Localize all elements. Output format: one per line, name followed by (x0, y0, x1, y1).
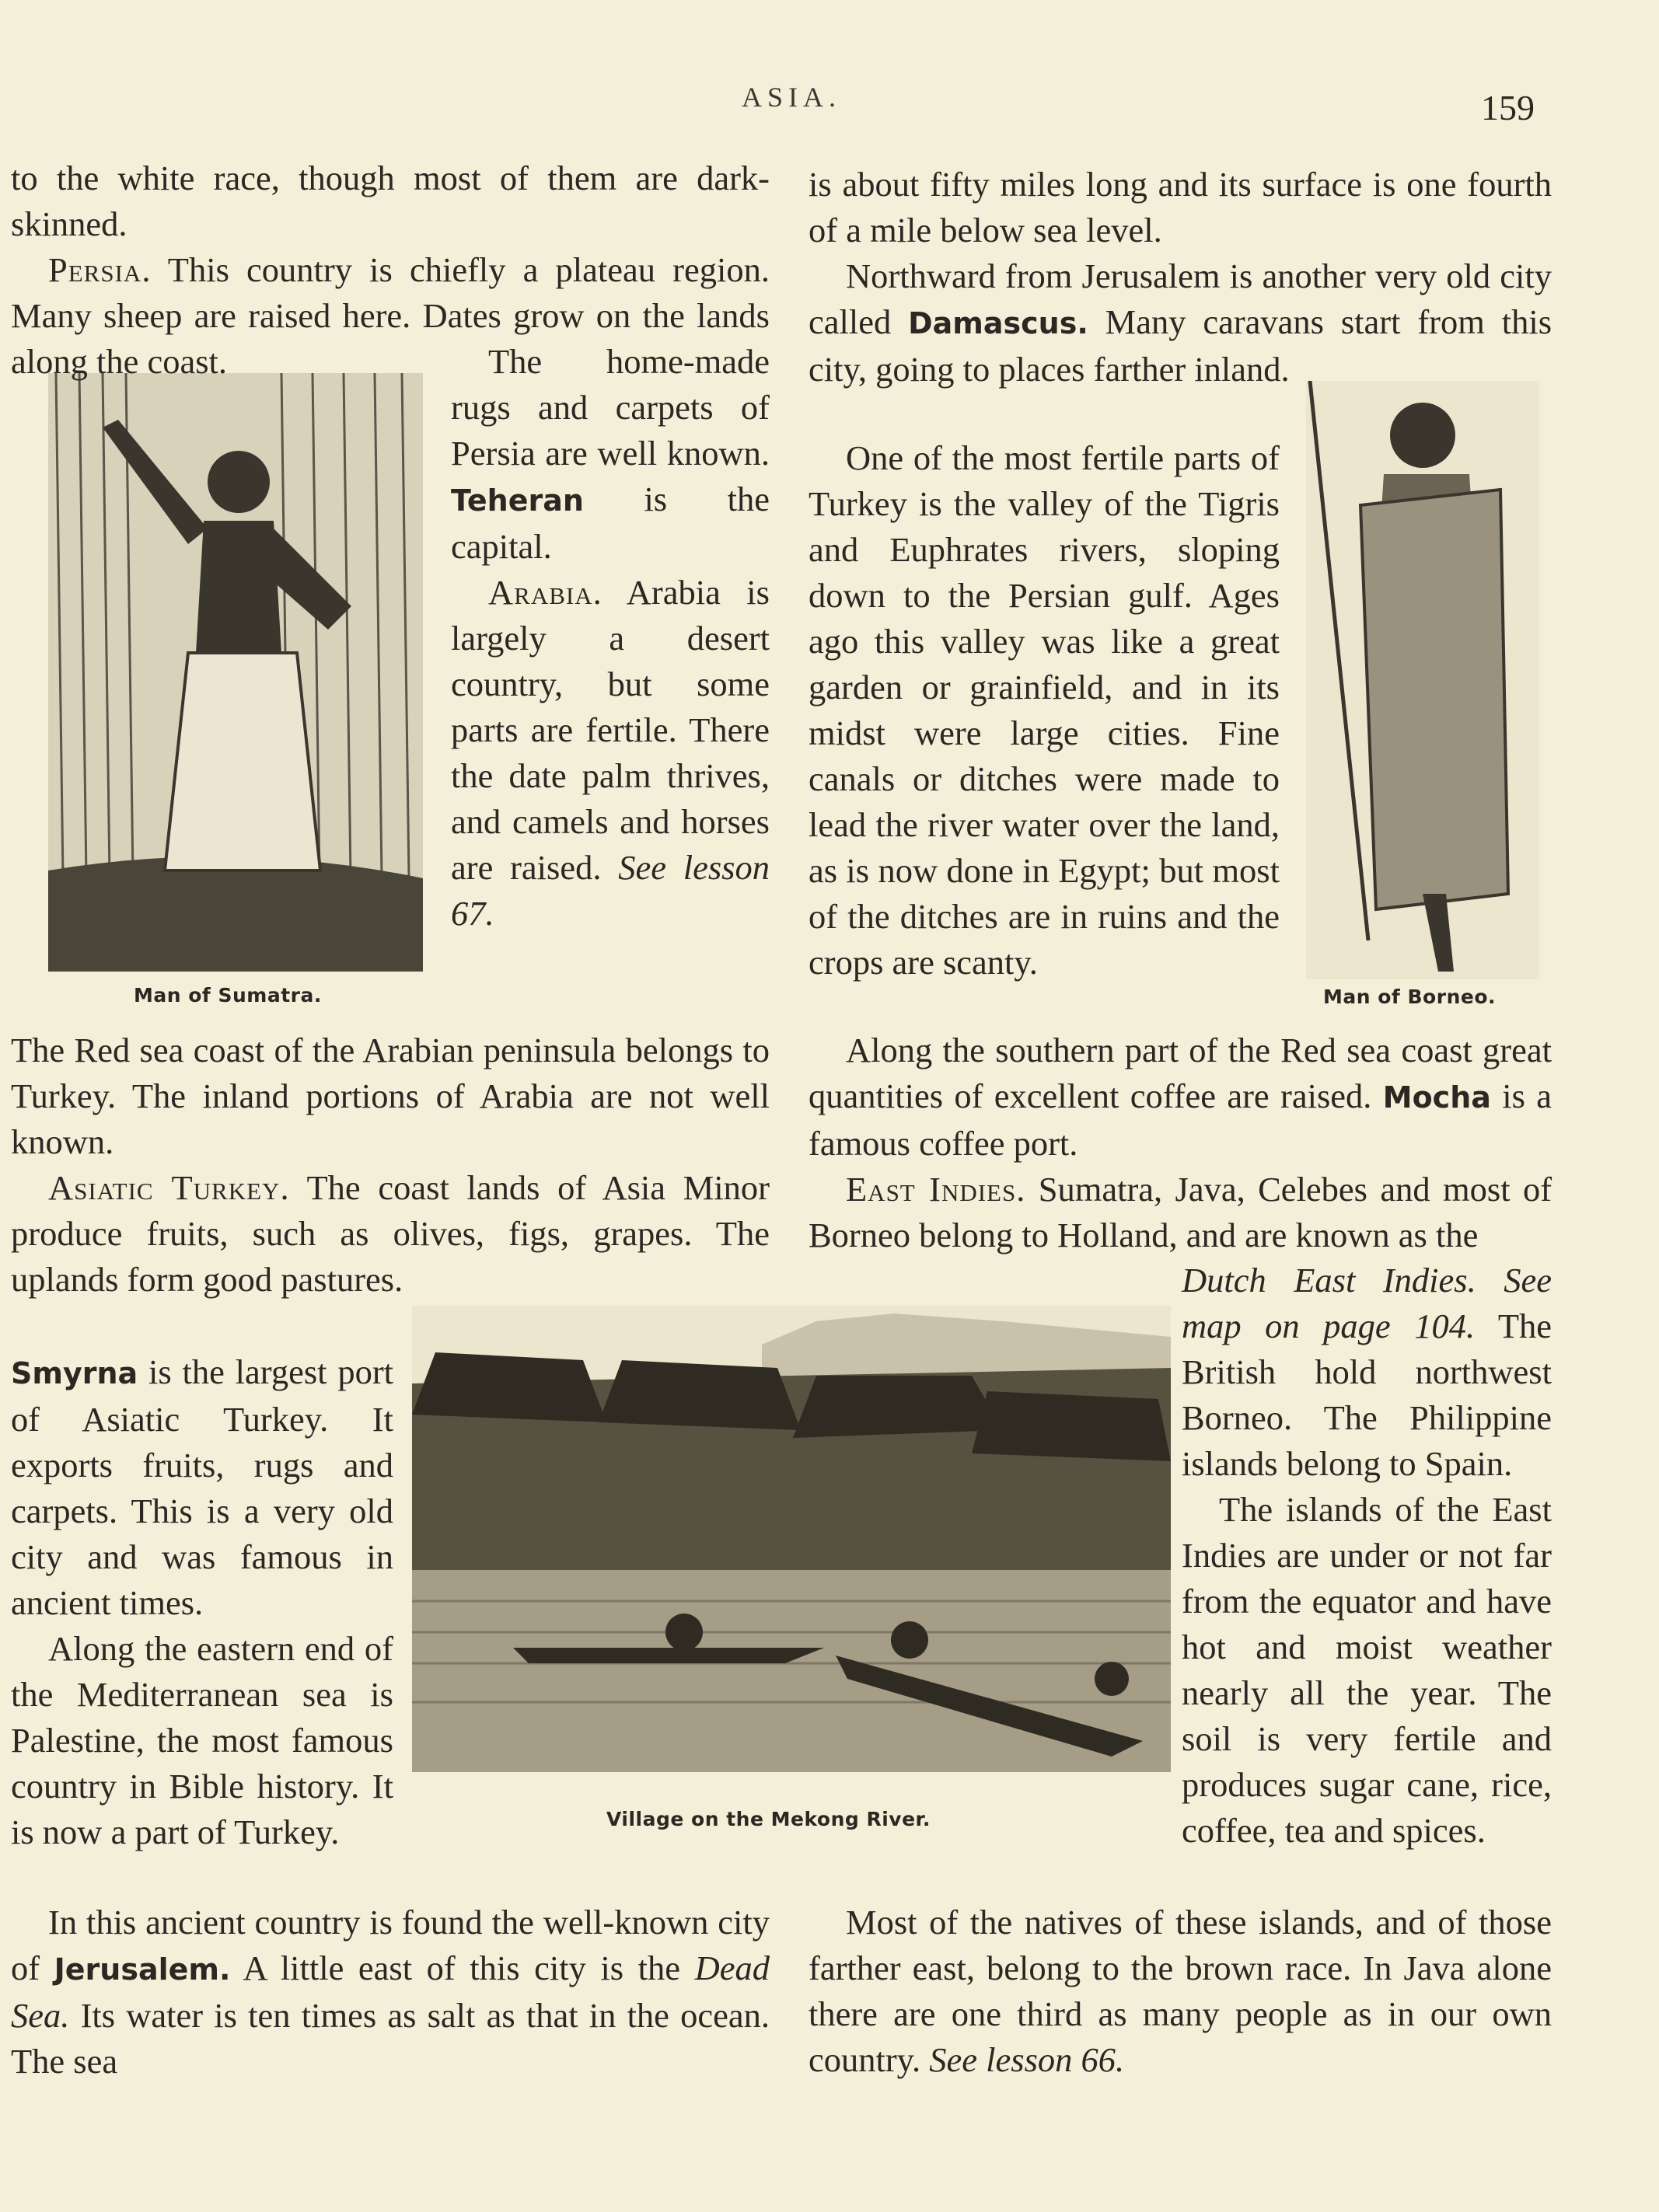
paragraph-smyrna (11, 1349, 393, 1626)
paragraph-climate: The islands of the East Indies are under or not far from the equator and have hot and moist weather nearly all the year. The soil is very fertile and produces sugar cane, rice, coffee, tea and spices. (1182, 1490, 1552, 1850)
paragraph-tigris: One of the most fertile parts of Turkey is the valley of the Tigris and Euphrates rivers, sloping down to the Persian gulf. Ages ago this valley was like a great garden or grainfield, and in its midst were large cities. Fine canals or ditches were made to lead the river water over the land, as is now done in Egypt; but most of the ditches are in ruins and the crops are scanty. (809, 438, 1280, 982)
text: Arabia is largely a desert country, but some parts are fertile. There the date palm thrives, and camels and horses are raised. (451, 573, 770, 887)
text: The British hold northwest Borneo. The Philippine islands belong to Spain. (1182, 1307, 1552, 1483)
text: Sumatra, Java, Celebes and most of Borneo belong to Holland, and are known as the (809, 1170, 1552, 1254)
dutch-east-indies: Dutch East Indies. (1182, 1261, 1476, 1300)
text: This country is chiefly a plateau region. Many sheep are raised here. Dates grow on the lands along the coast. (11, 250, 770, 381)
section-head-persia: Persia. (48, 250, 152, 289)
paragraph (1182, 1258, 1552, 1487)
place-mocha: Mocha (1382, 1080, 1491, 1115)
caption-man-of-sumatra: Man of Sumatra. (134, 984, 322, 1007)
section-head-arabia: Arabia. (488, 573, 602, 612)
left-column-bottom (11, 1900, 770, 2085)
text: In this ancient country is found the well-known city of (11, 1903, 770, 1987)
text: is the capital. (451, 480, 770, 566)
paragraph-arabia (451, 570, 770, 937)
left-column-wrap (451, 339, 770, 937)
text: Northward from Jerusalem is another very old city called (809, 256, 1552, 341)
paragraph-natives (809, 1900, 1552, 2083)
caption-man-of-borneo: Man of Borneo. (1323, 986, 1496, 1008)
text: The home-made rugs and carpets of Persia are well known. (451, 342, 770, 473)
page-number: 159 (1481, 88, 1535, 127)
left-column-narrow (11, 1349, 393, 1855)
section-head-east-indies: East Indies. (846, 1170, 1026, 1209)
paragraph (451, 339, 770, 570)
paragraph-mocha (809, 1027, 1552, 1167)
text: is a famous coffee port. (809, 1076, 1552, 1163)
paragraph-palestine: Along the eastern end of the Mediterranean sea is Palestine, the most famous country in Bible history. It is now a part of Turkey. (11, 1629, 393, 1851)
text: Along the southern part of the Red sea coast great quantities of excellent coffee are raised. (809, 1031, 1552, 1115)
man-of-borneo-illustration (1306, 381, 1539, 979)
right-column-middle (809, 1027, 1552, 1258)
text: A little east of this city is the (243, 1949, 681, 1987)
text: The coast lands of Asia Minor produce fruits, such as olives, figs, grapes. The uplands form good pastures. (11, 1168, 770, 1299)
text: Most of the natives of these islands, and of those farther east, belong to the brown race. In Java alone there are one third as many people as in our own country. (809, 1903, 1552, 2079)
place-teheran: Teheran (451, 483, 584, 518)
place-dead-sea: Dead Sea. (11, 1949, 770, 2035)
section-head-asiatic-turkey: Asiatic Turkey. (48, 1168, 290, 1207)
caption-mekong-village: Village on the Mekong River. (606, 1808, 931, 1830)
paragraph-damascus (809, 253, 1552, 393)
right-column-bottom (809, 1900, 1552, 2083)
place-smyrna: Smyrna (11, 1356, 138, 1390)
text: Many caravans start from this city, going to places farther inland. (809, 302, 1552, 389)
paragraph-jerusalem (11, 1900, 770, 2085)
right-column-narrow (1182, 1258, 1552, 1854)
man-of-sumatra-illustration (48, 373, 423, 972)
lesson-reference: See lesson 66. (929, 2040, 1125, 2079)
right-column-top (809, 162, 1552, 393)
mekong-village-illustration (412, 1306, 1171, 1772)
text: Its water is ten times as salt as that in the ocean. The sea (11, 1996, 770, 2081)
map-reference: See map on page 104. (1182, 1261, 1552, 1345)
place-damascus: Damascus. (908, 306, 1088, 340)
paragraph: The Red sea coast of the Arabian peninsula belongs to Turkey. The inland portions of Arabia are not well known. (11, 1031, 770, 1161)
paragraph: to the white race, though most of them are dark-skinned. (11, 159, 770, 243)
lesson-reference: See lesson 67. (451, 848, 770, 933)
text: is the largest port of Asiatic Turkey. It exports fruits, rugs and carpets. This is a very old city and was famous in ancient times. (11, 1352, 394, 1622)
paragraph: is about fifty miles long and its surface is one fourth of a mile below sea level. (809, 165, 1552, 249)
running-head: ASIA. (741, 82, 841, 113)
place-jerusalem: Jerusalem. (54, 1952, 231, 1987)
left-column-middle (11, 1027, 770, 1303)
right-column-wrap (809, 435, 1280, 986)
paragraph-east-indies (809, 1167, 1552, 1258)
paragraph-asiatic-turkey (11, 1165, 770, 1303)
